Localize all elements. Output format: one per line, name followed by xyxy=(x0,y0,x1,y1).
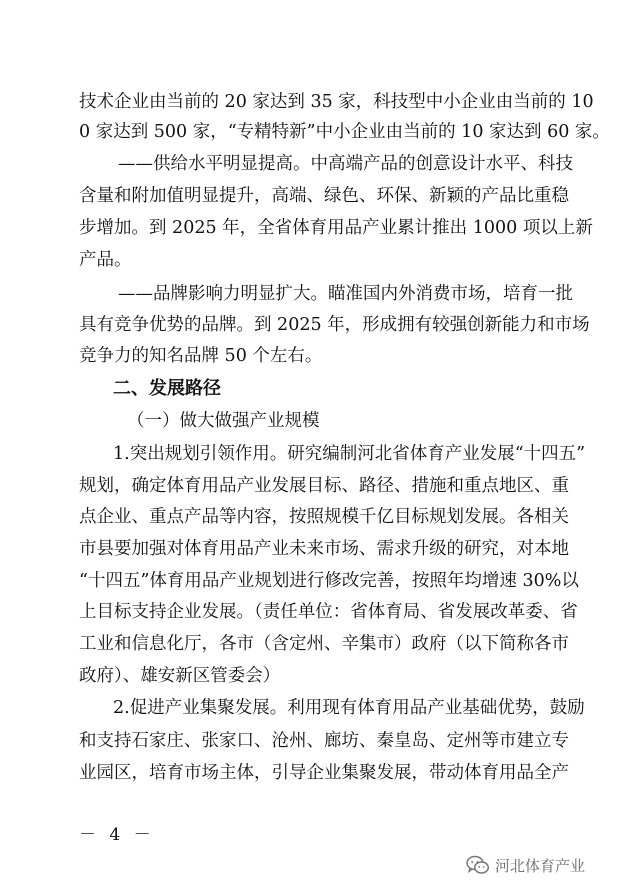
body-line: 1.突出规划引领作用。研究编制河北省体育产业发展“十四五” xyxy=(113,444,586,464)
body-line: 规划，确定体育用品产业发展目标、路径、措施和重点地区、重 xyxy=(79,476,569,496)
subsection-heading: （一）做大做强产业规模 xyxy=(127,411,320,431)
body-line: 具有竞争优势的品牌。到 2025 年，形成拥有较强创新能力和市场 xyxy=(79,315,590,335)
body-line: 0 家达到 500 家，“专精特新”中小企业由当前的 10 家达到 60 家。 xyxy=(79,122,610,142)
body-line: 步增加。到 2025 年，全省体育用品产业累计推出 1000 项以上新 xyxy=(79,218,593,238)
body-line: 2.促进产业集聚发展。利用现有体育用品产业基础优势，鼓励 xyxy=(113,698,585,718)
body-line: “十四五”体育用品产业规划进行修改完善，按照年均增速 30%以 xyxy=(79,571,579,591)
body-line: 产品。 xyxy=(79,250,132,270)
section-heading: 二、发展路径 xyxy=(113,378,221,399)
body-line: 点企业、重点产品等内容，按照规模千亿目标规划发展。各相关 xyxy=(79,507,569,527)
body-line: 工业和信息化厅，各市（含定州、辛集市）政府（以下简称各市 xyxy=(79,634,569,654)
watermark xyxy=(466,853,585,877)
body-line: 政府）、雄安新区管委会） xyxy=(79,666,281,686)
body-line: ——品牌影响力明显扩大。瞄准国内外消费市场，培育一批 xyxy=(118,284,573,304)
watermark-text: 河北体育产业 xyxy=(495,856,586,875)
body-line: 上目标支持企业发展。（责任单位：省体育局、省发展改革委、省 xyxy=(79,602,578,622)
body-line: 竞争力的知名品牌 50 个左右。 xyxy=(79,346,323,366)
body-line: 业园区，培育市场主体，引导企业集聚发展，带动体育用品全产 xyxy=(79,763,569,783)
body-line: 技术企业由当前的 20 家达到 35 家，科技型中小企业由当前的 10 xyxy=(79,92,594,112)
body-line: 含量和附加值明显提升，高端、绿色、环保、新颖的产品比重稳 xyxy=(79,186,569,206)
body-line: ——供给水平明显提高。中高端产品的创意设计水平、科技 xyxy=(118,154,573,174)
body-line: 市县要加强对体育用品产业未来市场、需求升级的研究，对本地 xyxy=(79,539,569,559)
body-line: 和支持石家庄、张家口、沧州、廊坊、秦皇岛、定州等市建立专 xyxy=(79,731,569,751)
page-number: － 4 － xyxy=(79,825,155,845)
wechat-icon xyxy=(466,855,490,875)
